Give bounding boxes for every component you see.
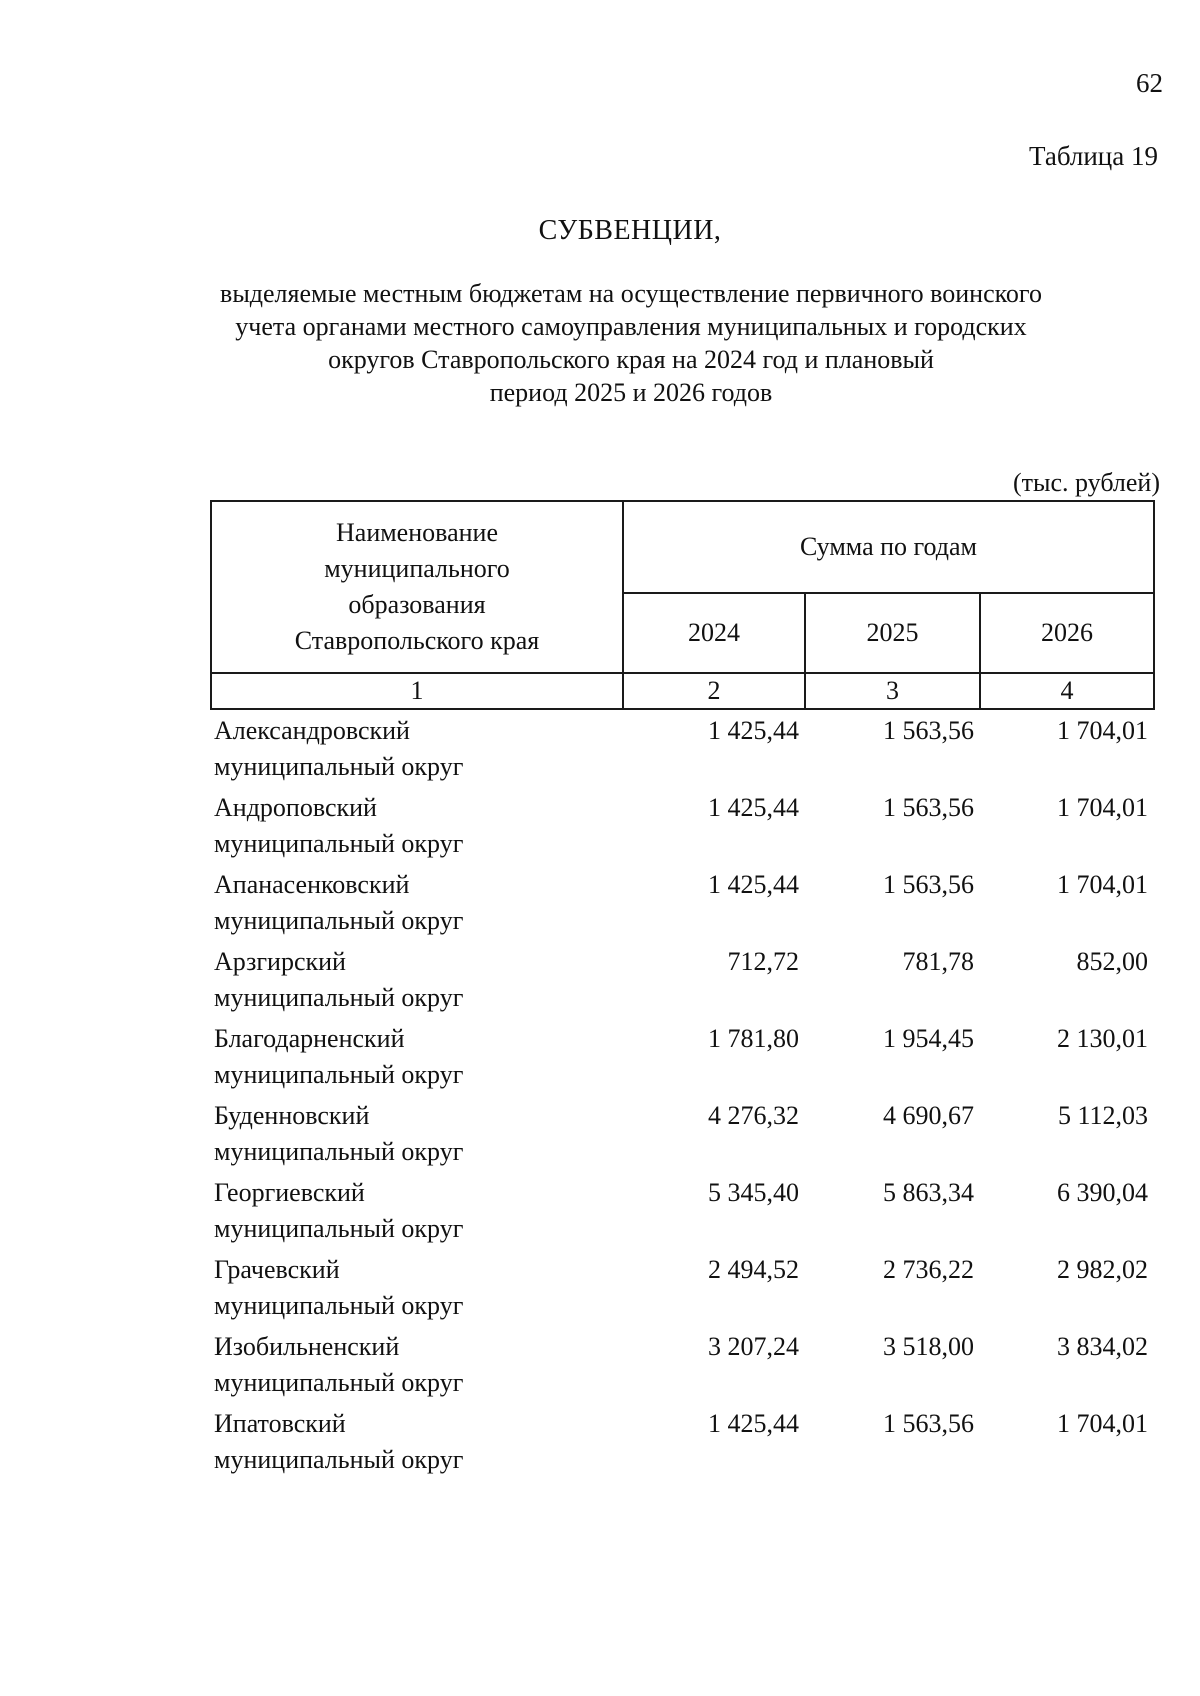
table-row [211, 1172, 1154, 1249]
subsidies-table [210, 500, 1155, 1480]
municipality-type: муниципальный округ [214, 983, 464, 1012]
column-number: 2 [623, 673, 805, 709]
municipality-cell [211, 941, 623, 1018]
table-row [211, 941, 1154, 1018]
table-row [211, 1249, 1154, 1326]
municipality-cell [211, 1095, 623, 1172]
page-number: 62 [1136, 68, 1163, 98]
municipality-name: Андроповский [214, 793, 377, 822]
units-label: (тыс. рублей) [1012, 468, 1160, 497]
amount-2025: 4 690,67 [883, 1101, 974, 1130]
header-year-2025: 2025 [805, 593, 980, 673]
amount-2024: 2 494,52 [708, 1255, 799, 1284]
header-name-line: муниципального [324, 554, 510, 583]
column-number: 4 [980, 673, 1154, 709]
amount-2025: 2 736,22 [883, 1255, 974, 1284]
column-number: 3 [805, 673, 980, 709]
table-row [211, 1403, 1154, 1480]
amount-2026: 5 112,03 [1057, 1101, 1149, 1130]
amount-2026: 1 704,01 [1057, 1409, 1149, 1438]
header-year-2024: 2024 [623, 593, 805, 673]
amount-2024: 5 345,40 [708, 1178, 799, 1207]
municipality-name: Ипатовский [214, 1409, 346, 1438]
amount-2025: 1 563,56 [883, 793, 974, 822]
municipality-name: Александровский [214, 716, 410, 745]
amount-2026: 3 834,02 [1057, 1332, 1149, 1361]
municipality-type: муниципальный округ [214, 906, 464, 935]
table-row [211, 787, 1154, 864]
table-row [211, 1018, 1154, 1095]
header-year-2026: 2026 [980, 593, 1154, 673]
table-body [211, 709, 1154, 1480]
table-row [211, 709, 1154, 787]
municipality-name: Арзгирский [214, 947, 346, 976]
column-number-row [211, 673, 1154, 709]
municipality-type: муниципальный округ [214, 1445, 464, 1474]
amount-2025: 781,78 [902, 947, 974, 976]
amount-2026: 852,00 [1076, 947, 1149, 976]
municipality-cell [211, 1403, 623, 1480]
amount-2025: 5 863,34 [883, 1178, 974, 1207]
municipality-name: Георгиевский [214, 1178, 365, 1207]
column-number: 1 [211, 673, 623, 709]
municipality-cell [211, 1018, 623, 1095]
amount-2025: 1 954,45 [883, 1024, 974, 1053]
header-name-line: Ставропольского края [294, 626, 540, 655]
header-municipality [211, 501, 623, 673]
amount-2024: 4 276,32 [708, 1101, 799, 1130]
amount-2024: 3 207,24 [708, 1332, 799, 1361]
municipality-name: Изобильненский [214, 1332, 400, 1361]
amount-2024: 1 425,44 [708, 793, 799, 822]
municipality-type: муниципальный округ [214, 829, 464, 858]
municipality-type: муниципальный округ [214, 1368, 464, 1397]
municipality-type: муниципальный округ [214, 1060, 464, 1089]
amount-2024: 712,72 [727, 947, 799, 976]
municipality-cell [211, 787, 623, 864]
municipality-type: муниципальный округ [214, 1214, 464, 1243]
amount-2024: 1 425,44 [708, 870, 799, 899]
municipality-name: Буденновский [214, 1101, 370, 1130]
table-header-row [211, 501, 1154, 593]
table-row [211, 1326, 1154, 1403]
subtitle-line: округов Ставропольского края на 2024 год и плановый [328, 345, 934, 374]
table-row [211, 1095, 1154, 1172]
subtitle-line: выделяемые местным бюджетам на осуществление первичного воинского [220, 279, 1042, 308]
amount-2024: 1 425,44 [708, 716, 799, 745]
subtitle-line: период 2025 и 2026 годов [489, 378, 773, 407]
amount-2026: 1 704,01 [1057, 870, 1149, 899]
amount-2026: 1 704,01 [1057, 716, 1149, 745]
amount-2026: 2 130,01 [1057, 1024, 1149, 1053]
table-row [211, 864, 1154, 941]
amount-2024: 1 425,44 [708, 1409, 799, 1438]
header-sum-by-years: Сумма по годам [623, 501, 1154, 593]
amount-2024: 1 781,80 [708, 1024, 799, 1053]
amount-2025: 1 563,56 [883, 1409, 974, 1438]
table-label: Таблица 19 [1029, 141, 1158, 171]
amount-2025: 1 563,56 [883, 716, 974, 745]
document-subtitle [211, 277, 1051, 409]
municipality-type: муниципальный округ [214, 752, 464, 781]
municipality-cell [211, 709, 623, 787]
amount-2025: 1 563,56 [883, 870, 974, 899]
municipality-cell [211, 1249, 623, 1326]
amount-2026: 6 390,04 [1057, 1178, 1149, 1207]
amount-2026: 1 704,01 [1057, 793, 1149, 822]
municipality-type: муниципальный округ [214, 1291, 464, 1320]
municipality-cell [211, 1326, 623, 1403]
amount-2026: 2 982,02 [1057, 1255, 1149, 1284]
amount-2025: 3 518,00 [883, 1332, 974, 1361]
municipality-cell [211, 1172, 623, 1249]
municipality-name: Грачевский [214, 1255, 340, 1284]
municipality-type: муниципальный округ [214, 1137, 464, 1166]
municipality-cell [211, 864, 623, 941]
header-name-line: образования [348, 590, 486, 619]
municipality-name: Апанасенковский [214, 870, 410, 899]
document-title: СУБВЕНЦИИ, [538, 215, 722, 246]
municipality-name: Благодарненский [214, 1024, 405, 1053]
header-name-line: Наименование [336, 518, 498, 547]
subtitle-line: учета органами местного самоуправления муниципальных и городских [235, 312, 1027, 341]
